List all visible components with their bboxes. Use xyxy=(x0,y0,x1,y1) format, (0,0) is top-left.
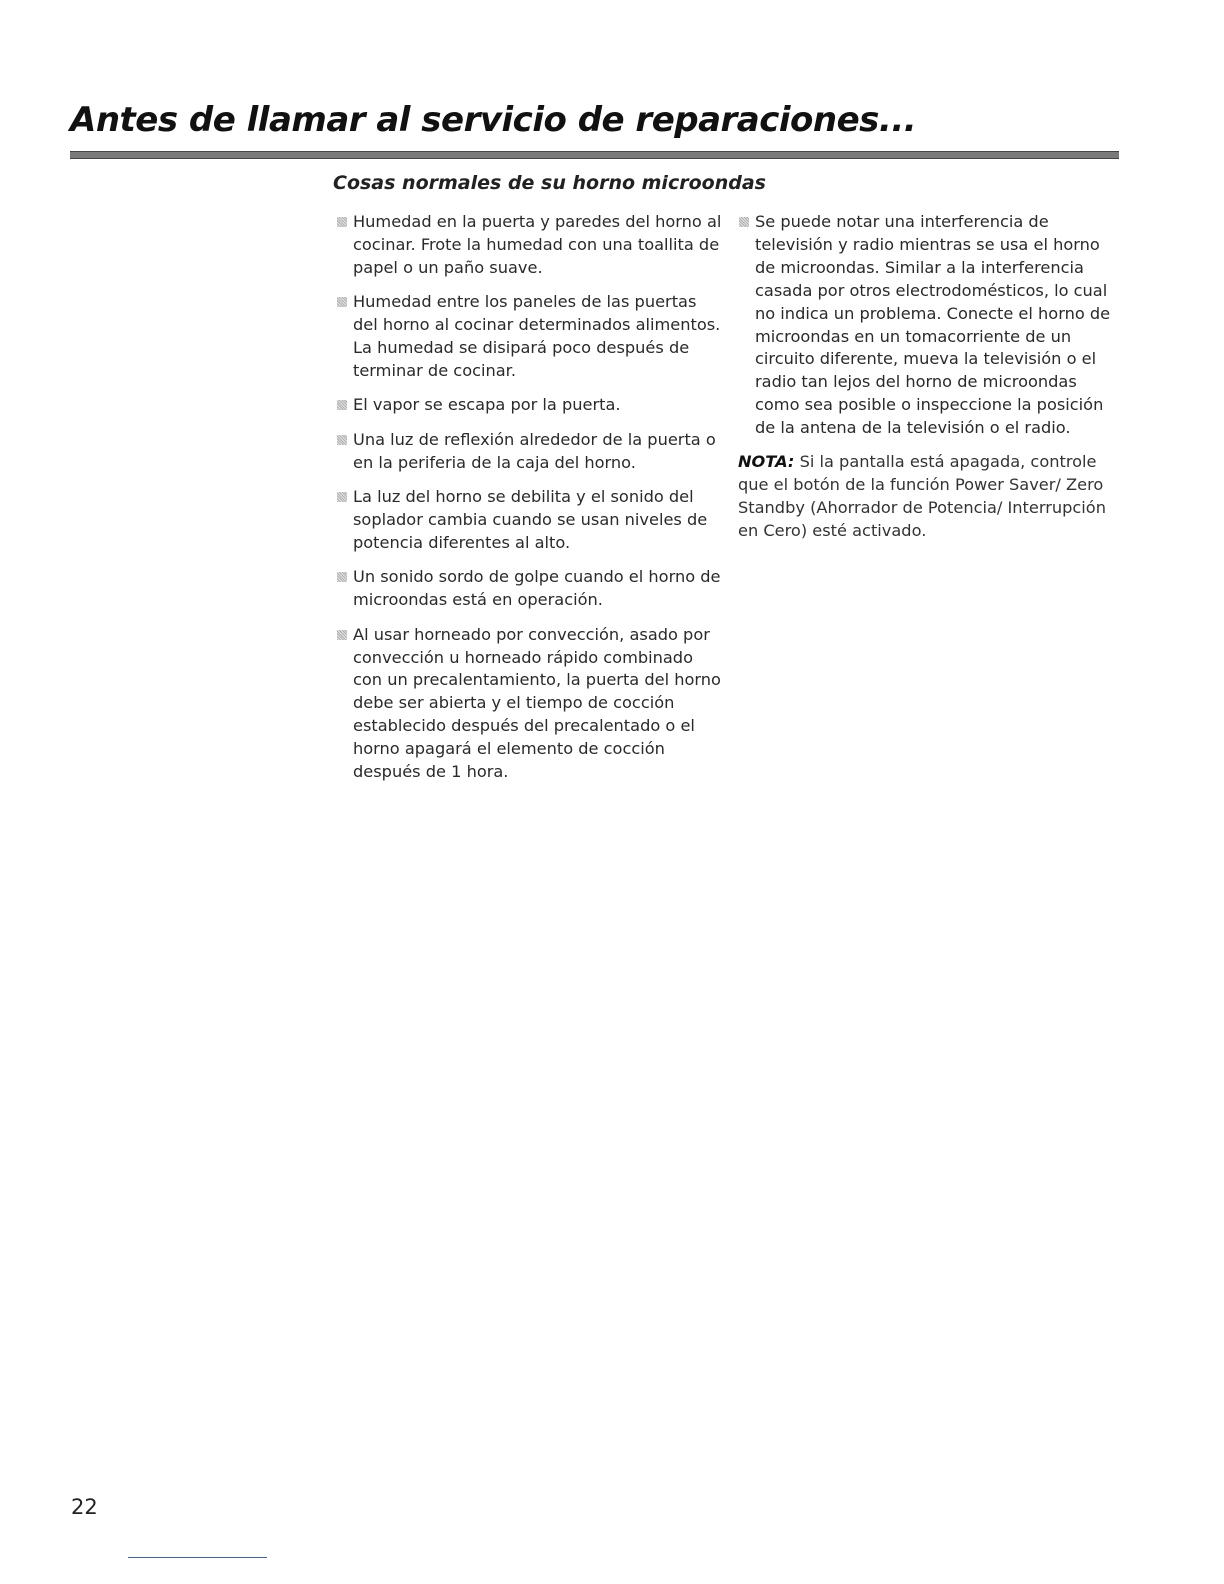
note-paragraph xyxy=(738,451,1118,543)
list-item xyxy=(738,211,1113,440)
list-item-text: La luz del horno se debilita y el sonido del soplador cambia cuando se usan niveles de potencia diferentes al alto. xyxy=(353,487,708,552)
right-column-list xyxy=(738,211,1113,452)
bullet-icon xyxy=(337,435,347,445)
title-rule xyxy=(70,151,1119,159)
bullet-icon xyxy=(337,217,347,227)
page-title: Antes de llamar al servicio de reparaciones... xyxy=(70,100,917,140)
list-item-text: El vapor se escapa por la puerta. xyxy=(353,395,621,415)
list-item-text: Un sonido sordo de golpe cuando el horno de microondas está en operación. xyxy=(353,567,721,610)
bullet-icon xyxy=(337,400,347,410)
list-item xyxy=(336,624,726,784)
bullet-icon xyxy=(337,297,347,307)
bullet-icon xyxy=(337,492,347,502)
list-item-text: Humedad en la puerta y paredes del horno al cocinar. Frote la humedad con una toallita de papel o un paño suave. xyxy=(353,212,722,277)
list-item xyxy=(336,566,726,612)
left-column-list xyxy=(336,211,726,795)
bullet-icon xyxy=(337,572,347,582)
bottom-rule xyxy=(128,1557,267,1558)
list-item-text: Se puede notar una interferencia de televisión y radio mientras se usa el horno de microondas. Similar a la interferencia casada por otros electrodomésticos, lo cual no indica un problema. Conecte el horno de microondas en un tomacorriente de un circuito diferente, mueva la televisión o el radio tan lejos del horno de microondas como sea posible o inspeccione la posición de la antena de la televisión o el radio. xyxy=(755,212,1111,438)
list-item-text: Humedad entre los paneles de las puertas del horno al cocinar determinados alimentos. La humedad se disipará poco después de terminar de cocinar. xyxy=(353,292,721,380)
note-text: Si la pantalla está apagada, controle que el botón de la función Power Saver/ Zero Standby (Ahorrador de Potencia/ Interrupción en Cero) esté activado. xyxy=(738,452,1106,540)
bullet-icon xyxy=(337,630,347,640)
list-item xyxy=(336,211,726,280)
list-item xyxy=(336,394,726,417)
page-number: 22 xyxy=(71,1495,98,1519)
list-item xyxy=(336,486,726,555)
note-label: NOTA: xyxy=(738,452,795,471)
list-item xyxy=(336,429,726,475)
section-heading: Cosas normales de su horno microondas xyxy=(333,172,766,194)
list-item-text: Una luz de reflexión alrededor de la puerta o en la periferia de la caja del horno. xyxy=(353,429,716,472)
list-item-text: Al usar horneado por convección, asado por convección u horneado rápido combinado con un precalentamiento, la puerta del horno debe ser abierta y el tiempo de cocción establecido después del precalentado o el horno apagará el elemento de cocción después de 1 hora. xyxy=(353,624,721,782)
list-item xyxy=(336,291,726,383)
bullet-icon xyxy=(739,217,749,227)
